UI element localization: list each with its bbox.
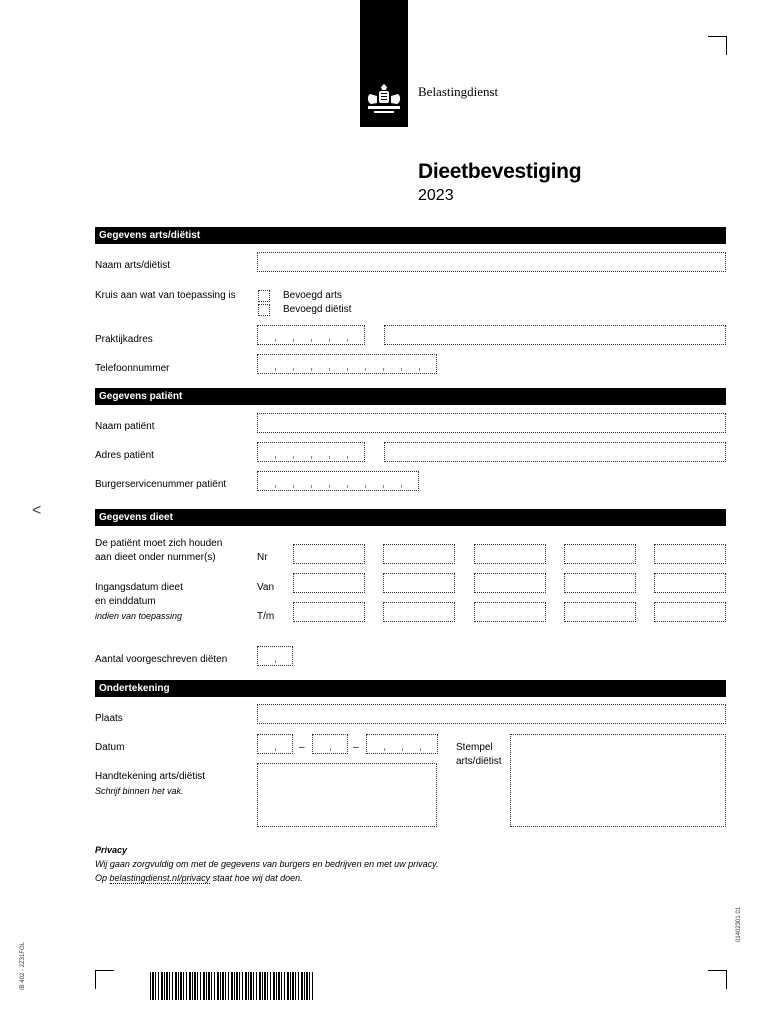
van-input-4[interactable] (564, 573, 636, 593)
stempel-label-2: arts/diëtist (456, 756, 502, 767)
datum-ondertekening-label: Datum (95, 742, 125, 753)
tm-input-2[interactable] (383, 602, 455, 622)
dieet-nummer-label-1: De patiënt moet zich houden (95, 538, 223, 549)
dieet-nummer-label-2: aan dieet onder nummer(s) (95, 552, 216, 563)
tm-input-4[interactable] (564, 602, 636, 622)
dieet-nr-input-2[interactable] (383, 544, 455, 564)
dieet-nr-input-3[interactable] (474, 544, 546, 564)
crop-mark-bottom-left (95, 970, 114, 989)
dieet-nr-input-4[interactable] (564, 544, 636, 564)
datum-note: indien van toepassing (95, 611, 183, 621)
tm-input-5[interactable] (654, 602, 726, 622)
datum-maand-input[interactable] (312, 734, 348, 754)
tm-input-1[interactable] (293, 602, 365, 622)
datum-dag-input[interactable] (257, 734, 293, 754)
datum-label-1: Ingangsdatum dieet (95, 582, 183, 593)
tm-input-3[interactable] (474, 602, 546, 622)
adres-patient-label: Adres patiënt (95, 450, 154, 461)
dieet-nr-input-5[interactable] (654, 544, 726, 564)
section-heading-ondertekening: Ondertekening (95, 680, 726, 697)
aantal-label: Aantal voorgeschreven diëten (95, 654, 228, 665)
handtekening-label: Handtekening arts/diëtist (95, 771, 206, 782)
privacy-line-1: Wij gaan zorgvuldig om met de gegevens van burgers en bedrijven en met uw privacy. (95, 859, 439, 869)
datum-label-2: en einddatum (95, 596, 156, 607)
naam-arts-input[interactable] (257, 252, 726, 272)
privacy-link[interactable]: belastingdienst.nl/privacy (109, 873, 211, 883)
privacy-suffix: staat hoe wij dat doen. (210, 873, 303, 883)
naam-arts-label: Naam arts/diëtist (95, 260, 171, 271)
bsn-label: Burgerservicenummer patiënt (95, 479, 227, 490)
aantal-input[interactable] (257, 646, 293, 666)
crop-mark-top-right (708, 36, 727, 55)
telefoon-label: Telefoonnummer (95, 363, 170, 374)
section-heading-arts: Gegevens arts/diëtist (95, 227, 726, 244)
plaats-input[interactable] (257, 704, 726, 724)
van-label: Van (257, 582, 275, 593)
privacy-title: Privacy (95, 845, 128, 855)
checkbox-bevoegd-arts[interactable] (258, 290, 270, 302)
handtekening-note: Schrijf binnen het vak. (95, 786, 184, 796)
option-bevoegd-arts-label: Bevoegd arts (283, 290, 342, 301)
bsn-input[interactable] (257, 471, 419, 491)
praktijk-postcode-input[interactable] (257, 325, 365, 345)
brand-name: Belastingdienst (418, 84, 499, 99)
kruis-label: Kruis aan wat van toepassing is (95, 290, 236, 301)
crest-icon (364, 84, 404, 116)
praktijk-adres-input[interactable] (384, 325, 726, 345)
option-bevoegd-dietist-label: Bevoegd diëtist (283, 304, 352, 315)
datum-jaar-input[interactable] (366, 734, 438, 754)
form-year: 2023 (418, 187, 454, 204)
handtekening-box[interactable] (257, 763, 437, 827)
form-code-right: 01402301 01 (736, 906, 742, 942)
naam-patient-input[interactable] (257, 413, 726, 433)
patient-adres-input[interactable] (384, 442, 726, 462)
section-heading-dieet: Gegevens dieet (95, 509, 726, 526)
telefoon-input[interactable] (257, 354, 437, 374)
nr-label: Nr (257, 552, 268, 563)
page-title: Dieetbevestiging (418, 160, 582, 183)
form-code-left: IB 402 - 2Z31FOL (20, 941, 26, 990)
section-heading-patient: Gegevens patiënt (95, 388, 726, 405)
tm-label: T/m (257, 611, 275, 622)
stempel-box[interactable] (510, 734, 726, 827)
barcode (150, 972, 314, 1000)
van-input-5[interactable] (654, 573, 726, 593)
plaats-label: Plaats (95, 713, 123, 724)
crop-mark-bottom-right (708, 970, 727, 989)
patient-postcode-input[interactable] (257, 442, 365, 462)
naam-patient-label: Naam patiënt (95, 421, 155, 432)
datum-dash-1: – (299, 742, 305, 753)
privacy-prefix: Op (95, 873, 110, 883)
side-fold-mark: < (32, 502, 42, 519)
van-input-1[interactable] (293, 573, 365, 593)
privacy-line-2 (95, 873, 303, 883)
stempel-label-1: Stempel (456, 742, 493, 753)
checkbox-bevoegd-dietist[interactable] (258, 304, 270, 316)
datum-dash-2: – (353, 742, 359, 753)
van-input-3[interactable] (474, 573, 546, 593)
praktijkadres-label: Praktijkadres (95, 334, 153, 345)
dieet-nr-input-1[interactable] (293, 544, 365, 564)
van-input-2[interactable] (383, 573, 455, 593)
